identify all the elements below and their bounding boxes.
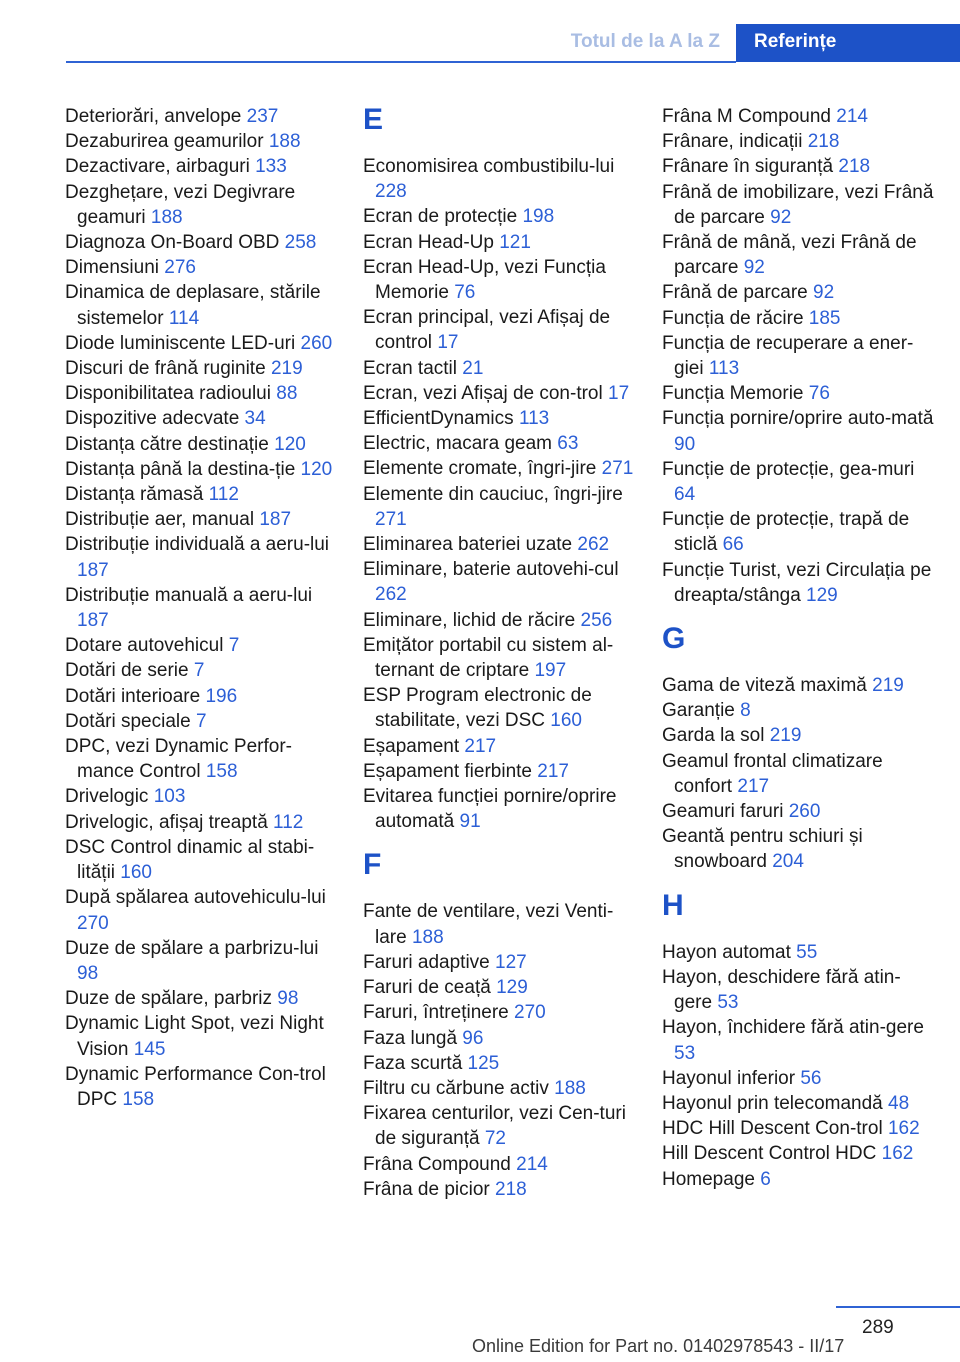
index-entry: [65, 810, 337, 835]
index-entry-term: Funcția de răcire: [662, 307, 809, 329]
index-entry-term: Hayon, închidere fără atin-gere: [662, 1017, 924, 1039]
index-entry-page-link[interactable]: 98: [77, 962, 99, 984]
index-entry-page-link[interactable]: 160: [120, 862, 152, 884]
index-entry-term: Drivelogic: [65, 786, 154, 808]
index-entry: [65, 1062, 337, 1112]
index-entry-term: Frânare, indicații: [662, 131, 808, 153]
index-entry-page-link[interactable]: 17: [608, 382, 630, 404]
index-entry-term: Frână de parcare: [662, 282, 814, 304]
index-entry-term: Duze de spălare a parbrizu-lui: [65, 937, 319, 959]
index-entry: [65, 734, 337, 784]
index-entry-term: ESP Program electronic de stabilitate, vezi DSC: [363, 685, 592, 732]
index-entry: [662, 723, 934, 748]
index-entry-term: Gama de viteză maximă: [662, 675, 873, 697]
index-letter-heading: G: [662, 622, 686, 656]
index-entry-term: Frâna M Compound: [662, 106, 837, 127]
index-entry: [65, 507, 337, 532]
index-entry: [662, 940, 934, 965]
index-entry: [363, 406, 635, 431]
index-entry: [363, 356, 635, 381]
index-entry-term: Ecran tactil: [363, 357, 463, 379]
index-column-2: [363, 104, 635, 1202]
index-entry-term: Drivelogic, afișaj treaptă: [65, 811, 274, 833]
index-entry-page-link[interactable]: 158: [205, 761, 238, 783]
index-entry-page-link[interactable]: 92: [743, 257, 765, 279]
index-letter-heading: F: [363, 848, 382, 882]
index-entry-term: Ecran Head-Up: [363, 231, 500, 253]
index-entry-term: Distribuție individuală a aeru-lui: [65, 534, 330, 556]
index-entry-page-link[interactable]: 187: [77, 559, 109, 581]
index-entry: [662, 1015, 934, 1065]
index-entry: [65, 129, 337, 154]
index-entry-page-link[interactable]: 63: [557, 433, 579, 455]
index-entry-page-link[interactable]: 96: [462, 1027, 484, 1049]
index-entry: [65, 583, 337, 633]
index-entry: [65, 255, 337, 280]
index-entry-term: Funcție Turist, vezi Circulația pe dreapta/stânga: [662, 559, 932, 606]
index-entry: [662, 1167, 934, 1192]
index-entry: [65, 356, 337, 381]
index-entry-term: Eliminare, lichid de răcire: [363, 609, 581, 631]
index-entry-page-link[interactable]: 76: [454, 282, 476, 304]
index-entry: [662, 749, 934, 799]
index-entry: [65, 986, 337, 1011]
index-entry-term: Funcția Memorie: [662, 383, 809, 405]
index-entry: [65, 684, 337, 709]
index-entry: [363, 683, 635, 733]
index-entry: [662, 230, 934, 280]
index-entry-term: DPC, vezi Dynamic Perfor-mance Control: [65, 736, 292, 783]
index-entry: [65, 885, 337, 935]
index-letter-heading: H: [662, 888, 684, 922]
index-entry: [65, 432, 337, 457]
index-entry-page-link[interactable]: 270: [77, 912, 109, 934]
index-entry-term: Eliminarea bateriei uzate: [363, 534, 578, 556]
index-entry: [363, 784, 635, 834]
index-entry: [363, 154, 635, 204]
index-entry-page-link[interactable]: 217: [464, 735, 497, 757]
index-entry: [65, 482, 337, 507]
index-entry-term: Discuri de frână ruginite: [65, 358, 271, 380]
index-column-1: [65, 104, 337, 1112]
index-entry-term: Diagnoza On-Board OBD: [65, 232, 285, 254]
index-entry-page-link[interactable]: 217: [737, 775, 770, 797]
index-entry: [65, 154, 337, 179]
index-entry: [363, 482, 635, 532]
index-entry-page-link[interactable]: 145: [133, 1038, 166, 1060]
index-entry-page-link[interactable]: 129: [496, 977, 528, 999]
index-entry-term: Funcție de protecție, trapă de sticlă: [662, 509, 910, 556]
index-entry-term: Dotări de serie: [65, 660, 194, 682]
index-entry: [65, 835, 337, 885]
index-entry: [363, 608, 635, 633]
index-entry-page-link[interactable]: 103: [153, 786, 186, 808]
index-entry-term: Hayonul prin telecomandă: [662, 1092, 889, 1114]
index-entry-page-link[interactable]: 197: [534, 660, 567, 682]
index-entry-page-link[interactable]: 8: [740, 700, 751, 722]
index-entry: [662, 154, 934, 179]
index-entry: [363, 1000, 635, 1025]
index-entry-term: Frâna de picior: [363, 1178, 496, 1200]
index-entry: [363, 204, 635, 229]
index-entry: [363, 1101, 635, 1151]
index-entry-term: Homepage: [662, 1168, 761, 1190]
index-entry: [65, 633, 337, 658]
index-entry-page-link[interactable]: 112: [273, 811, 304, 833]
index-entry: [662, 104, 934, 129]
index-entry: [363, 975, 635, 1000]
index-entry-term: Geantă pentru schiuri și snowboard: [662, 826, 863, 873]
index-entry-page-link[interactable]: 76: [808, 383, 830, 405]
index-entry-term: Garda la sol: [662, 725, 770, 747]
index-entry: [363, 557, 635, 607]
index-entry-page-link[interactable]: 121: [499, 231, 531, 253]
index-entry-term: Garanție: [662, 700, 741, 722]
index-entry-term: Dotări interioare: [65, 685, 206, 707]
index-entry-page-link[interactable]: 217: [537, 760, 569, 782]
index-entry-term: Fixarea centurilor, vezi Cen-turi de siguranță: [363, 1103, 626, 1150]
index-entry-page-link[interactable]: 66: [722, 534, 744, 556]
index-entry-term: Economisirea combustibilu-lui: [363, 156, 615, 177]
index-entry: [662, 1141, 934, 1166]
index-entry-page-link[interactable]: 158: [122, 1088, 155, 1110]
index-entry: [662, 673, 934, 698]
index-entry-page-link[interactable]: 6: [760, 1168, 771, 1190]
index-entry-term: Eșapament fierbinte: [363, 760, 538, 782]
index-entry-page-link[interactable]: 113: [708, 358, 740, 380]
index-entry-term: Dispozitive adecvate: [65, 408, 245, 430]
index-entry: [662, 457, 934, 507]
index-entry-page-link[interactable]: 56: [800, 1067, 822, 1089]
index-entry-page-link[interactable]: 53: [717, 992, 739, 1014]
index-entry-page-link[interactable]: 237: [246, 106, 279, 127]
index-entry-page-link[interactable]: 88: [276, 383, 298, 405]
section-tab: Totul de la A la Z: [551, 24, 736, 62]
index-entry: [662, 180, 934, 230]
index-entry-page-link[interactable]: 91: [459, 811, 481, 833]
index-entry-term: Faruri, întreținere: [363, 1002, 514, 1024]
index-entry-term: După spălarea autovehiculu-lui: [65, 887, 326, 909]
index-entry-page-link[interactable]: 270: [514, 1002, 546, 1024]
index-entry-term: Hayon, deschidere fără atin-gere: [662, 966, 901, 1014]
index-entry-page-link[interactable]: 7: [193, 660, 205, 682]
index-entry-term: Hayonul inferior: [662, 1067, 801, 1089]
index-entry-page-link[interactable]: 218: [495, 1178, 527, 1200]
index-entry-page-link[interactable]: 219: [872, 675, 904, 697]
index-entry-page-link[interactable]: 262: [577, 534, 610, 556]
index-entry-term: Distribuție manuală a aeru-lui: [65, 584, 313, 606]
index-entry: [65, 331, 337, 356]
index-entry-page-link[interactable]: 7: [195, 710, 207, 732]
index-entry-term: Funcția de recuperare a ener-giei: [662, 332, 914, 380]
header-tabs: [551, 24, 960, 62]
index-letter-heading: E: [363, 103, 384, 136]
index-entry-page-link[interactable]: 276: [164, 257, 196, 279]
index-entry-term: Diode luminiscente LED-uri: [65, 332, 301, 354]
header-rule: [66, 61, 736, 63]
index-entry-page-link[interactable]: 90: [674, 433, 696, 455]
index-entry-term: Distanța rămasă: [65, 484, 209, 506]
index-entry: [363, 230, 635, 255]
index-entry: [363, 899, 635, 949]
index-entry: [363, 1026, 635, 1051]
index-entry-term: Disponibilitatea radioului: [65, 383, 277, 405]
index-entry-term: Fante de ventilare, vezi Venti-lare: [363, 901, 614, 948]
index-entry-term: Faruri de ceață: [363, 977, 497, 999]
index-entry-page-link[interactable]: 219: [769, 725, 802, 747]
index-entry-page-link[interactable]: 125: [467, 1052, 500, 1074]
index-entry-term: Hayon automat: [662, 941, 797, 963]
index-entry-term: Evitarea funcției pornire/oprire automată: [363, 786, 617, 833]
index-entry: [65, 532, 337, 582]
index-entry-term: Dynamic Performance Con-trol DPC: [65, 1063, 326, 1110]
index-entry-page-link[interactable]: 127: [495, 951, 527, 973]
index-entry-term: Electric, macara geam: [363, 433, 558, 455]
index-entry-term: Hill Descent Control HDC: [662, 1143, 882, 1165]
index-entry-page-link[interactable]: 17: [437, 332, 459, 354]
index-entry: [65, 180, 337, 230]
index-entry-page-link[interactable]: 53: [674, 1042, 696, 1064]
index-entry-page-link[interactable]: 218: [838, 156, 871, 178]
index-entry-page-link[interactable]: 34: [244, 408, 266, 430]
index-entry: [65, 1011, 337, 1061]
index-entry-page-link[interactable]: 92: [770, 206, 792, 228]
index-entry-page-link[interactable]: 120: [274, 433, 306, 455]
index-entry-term: Dinamica de deplasare, stările sistemelor: [65, 282, 321, 329]
index-entry-term: Dimensiuni: [65, 257, 165, 279]
index-entry: [662, 1116, 934, 1141]
index-entry: [363, 305, 635, 355]
index-entry-page-link[interactable]: 188: [268, 131, 301, 153]
index-entry-term: EfficientDynamics: [363, 408, 519, 430]
index-entry-term: Emițător portabil cu sistem al-ternant de criptare: [363, 634, 614, 682]
index-entry: [65, 936, 337, 986]
index-entry-term: Faruri adaptive: [363, 951, 496, 973]
index-entry: [662, 558, 934, 608]
index-entry-page-link[interactable]: 214: [836, 106, 868, 127]
index-entry: [662, 406, 934, 456]
index-entry-term: Ecran Head-Up, vezi Funcția Memorie: [363, 256, 606, 304]
index-entry: [662, 698, 934, 723]
index-entry-term: Faza scurtă: [363, 1052, 468, 1074]
index-entry: [65, 457, 337, 482]
index-entry: [65, 280, 337, 330]
index-entry: [65, 381, 337, 406]
index-entry-page-link[interactable]: 133: [255, 156, 287, 178]
index-entry-page-link[interactable]: 48: [888, 1092, 910, 1114]
footer-rule: [836, 1306, 960, 1308]
index-entry-page-link[interactable]: 258: [284, 232, 317, 254]
index-entry-page-link[interactable]: 219: [270, 358, 303, 380]
index-entry-term: Elemente din cauciuc, îngri-jire: [363, 483, 623, 505]
index-entry-page-link[interactable]: 112: [208, 484, 239, 506]
index-entry: [662, 824, 934, 874]
index-entry: [363, 532, 635, 557]
index-entry: [662, 280, 934, 305]
index-entry-page-link[interactable]: 7: [228, 635, 240, 657]
index-column-3: [662, 104, 934, 1192]
index-entry-page-link[interactable]: 98: [277, 988, 299, 1010]
index-entry-term: Eliminare, baterie autovehi-cul: [363, 559, 619, 581]
index-entry-term: Frână de mână, vezi Frână de parcare: [662, 232, 917, 279]
index-entry: [65, 104, 337, 129]
index-entry-page-link[interactable]: 129: [806, 584, 838, 606]
index-entry: [65, 406, 337, 431]
index-entry-term: HDC Hill Descent Con-trol: [662, 1118, 888, 1140]
index-entry-page-link[interactable]: 260: [300, 332, 333, 354]
index-entry-page-link[interactable]: 188: [150, 206, 183, 228]
index-entry-page-link[interactable]: 214: [516, 1153, 548, 1175]
index-entry-term: Dezaburirea geamurilor: [65, 131, 269, 153]
index-entry-page-link[interactable]: 185: [808, 307, 841, 329]
index-entry-term: Eșapament: [363, 735, 465, 757]
edition-footer: Online Edition for Part no. 01402978543 - II/17: [472, 1336, 845, 1356]
index-entry-page-link[interactable]: 271: [601, 458, 634, 480]
index-entry: [662, 331, 934, 381]
index-entry-term: Faza lungă: [363, 1027, 463, 1049]
index-entry-term: Ecran de protecție: [363, 206, 523, 228]
index-entry-page-link[interactable]: 256: [580, 609, 613, 631]
index-entry: [363, 431, 635, 456]
index-entry-page-link[interactable]: 160: [550, 710, 582, 732]
index-entry-term: Geamul frontal climatizare confort: [662, 750, 883, 797]
index-entry: [363, 456, 635, 481]
index-entry: [662, 306, 934, 331]
index-entry: [662, 129, 934, 154]
index-entry: [363, 950, 635, 975]
index-entry-page-link[interactable]: 187: [259, 509, 292, 531]
index-entry-page-link[interactable]: 262: [375, 584, 407, 606]
index-entry-term: Dotare autovehicul: [65, 635, 229, 657]
index-entry-term: Funcția pornire/oprire auto-mată: [662, 408, 934, 430]
index-entry-page-link[interactable]: 72: [484, 1128, 506, 1150]
index-entry-page-link[interactable]: 218: [807, 131, 840, 153]
index-entry-term: Filtru cu cărbune activ: [363, 1077, 555, 1099]
index-entry-page-link[interactable]: 260: [788, 801, 821, 823]
index-entry: [363, 1076, 635, 1101]
index-entry-page-link[interactable]: 120: [300, 458, 333, 480]
index-entry: [65, 784, 337, 809]
index-entry-term: Dotări speciale: [65, 710, 196, 732]
index-entry-term: Frânare în siguranță: [662, 156, 839, 178]
index-entry: [662, 1066, 934, 1091]
index-entry: [662, 507, 934, 557]
index-entry-page-link[interactable]: 64: [674, 484, 696, 506]
index-entry-term: Dezactivare, airbaguri: [65, 156, 256, 178]
index-entry: [363, 734, 635, 759]
index-entry-term: Distribuție aer, manual: [65, 509, 260, 531]
index-entry-term: Elemente cromate, îngri-jire: [363, 458, 602, 480]
index-entry-term: Ecran, vezi Afișaj de con-trol: [363, 382, 608, 404]
index-entry-page-link[interactable]: 198: [522, 206, 555, 228]
index-entry-term: Ecran principal, vezi Afișaj de control: [363, 307, 611, 354]
index-entry-page-link[interactable]: 188: [411, 926, 444, 948]
index-entry-term: Deteriorări, anvelope: [65, 106, 247, 127]
index-entry-term: Dynamic Light Spot, vezi Night Vision: [65, 1013, 324, 1060]
index-entry: [363, 1051, 635, 1076]
index-entry: [65, 230, 337, 255]
index-entry: [662, 1091, 934, 1116]
index-entry-term: Distanța până la destina-ție: [65, 458, 301, 480]
page-number: 289: [862, 1317, 894, 1338]
index-entry-page-link[interactable]: 271: [375, 508, 407, 530]
index-entry-page-link[interactable]: 162: [881, 1143, 914, 1165]
index-entry-term: Geamuri faruri: [662, 801, 789, 823]
index-entry-page-link[interactable]: 196: [205, 685, 238, 707]
index-entry-term: DSC Control dinamic al stabi-lității: [65, 836, 315, 884]
index-entry: [363, 255, 635, 305]
index-entry: [65, 709, 337, 734]
index-entry: [363, 633, 635, 683]
index-entry: [363, 1177, 635, 1202]
index-entry-page-link[interactable]: 162: [887, 1118, 920, 1140]
index-entry: [662, 965, 934, 1015]
index-entry: [363, 1152, 635, 1177]
chapter-tab: Referințe: [736, 24, 960, 62]
index-entry-term: Frână de imobilizare, vezi Frână de parcare: [662, 181, 934, 228]
index-entry-page-link[interactable]: 113: [518, 408, 550, 430]
index-entry-page-link[interactable]: 187: [77, 610, 109, 632]
index-entry-term: Frâna Compound: [363, 1153, 517, 1175]
index-entry-page-link[interactable]: 21: [462, 357, 484, 379]
index-entry-page-link[interactable]: 204: [772, 851, 804, 873]
index-entry-term: Funcție de protecție, gea-muri: [662, 458, 915, 480]
index-entry-page-link[interactable]: 55: [796, 941, 818, 963]
index-entry: [65, 658, 337, 683]
index-entry: [363, 381, 635, 406]
index-entry: [662, 381, 934, 406]
index-entry-page-link[interactable]: 114: [168, 307, 200, 329]
index-entry-page-link[interactable]: 188: [554, 1077, 586, 1099]
index-entry-term: Dezghețare, vezi Degivrare geamuri: [65, 181, 296, 228]
index-entry: [363, 759, 635, 784]
index-entry-page-link[interactable]: 228: [375, 181, 407, 203]
index-entry-term: Distanța către destinație: [65, 433, 275, 455]
index-entry-term: Duze de spălare, parbriz: [65, 988, 278, 1010]
index-entry-page-link[interactable]: 92: [813, 282, 835, 304]
index-entry: [662, 799, 934, 824]
